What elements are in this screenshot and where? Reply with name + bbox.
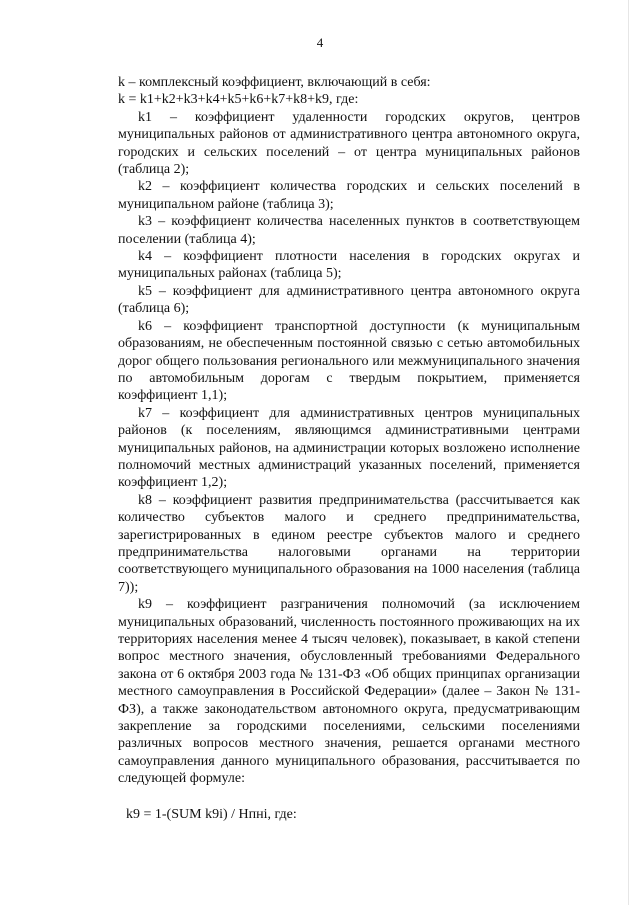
- paragraph-k4: k4 – коэффициент плотности населения в городских округах и муниципальных районах (таблица 5);: [118, 249, 580, 282]
- formula-k9: k9 = 1-(SUM k9i) / Нпнi, где:: [126, 807, 297, 822]
- paragraph-k5: k5 – коэффициент для административного центра автономного округа (таблица 6);: [118, 283, 580, 317]
- paragraph-k3: k3 – коэффициент количества населенных пунктов в соответствующем поселении (таблица 4);: [118, 214, 580, 247]
- page-edge-line: [628, 0, 629, 905]
- document-body: [118, 74, 580, 788]
- paragraph-k-sum: k = k1+k2+k3+k4+k5+k6+k7+k8+k9, где:: [118, 92, 359, 108]
- paragraph-k-definition: k – комплексный коэффициент, включающий в себя:: [118, 75, 431, 90]
- paragraph-k2: k2 – коэффициент количества городских и сельских поселений в муниципальном районе (таблица 3);: [118, 179, 580, 212]
- paragraph-k8: k8 – коэффициент развития предпринимательства (рассчитывается как количество субъектов малого и среднего предпринимательства, зарегистрированных в едином реестре субъектов малого и среднего предпринимательства налоговыми органами на территории соответствующего муниципального образования на 1000 населения (таблица 7));: [118, 492, 580, 595]
- paragraph-k6: k6 – коэффициент транспортной доступности (к муниципальным образованиям, не обеспеченным постоянной связью с сетью автомобильных дорог общего пользования регионального или межмуниципального значения по автомобильным дорогам с твердым покрытием, применяется коэффициент 1,1);: [118, 318, 580, 404]
- paragraph-k7: k7 – коэффициент для административных центров муниципальных районов (к поселениям, являющимся административными центрами муниципальных районов, на администрации которых возложено исполнение полномочий местных администраций указанных поселений, применяется коэффициент 1,2);: [118, 405, 580, 491]
- paragraph-k9: k9 – коэффициент разграничения полномочий (за исключением муниципальных образований, численность постоянного проживающих на их территориях населения менее 4 тысяч человек), показывает, в какой степени вопрос местного значения, обусловленный требованиями Федерального закона от 6 октября 2003 года № 131-ФЗ «Об общих принципах организации местного самоуправления в Российской Федерации» (далее – Закон № 131-ФЗ), а также законодательством автономного округа, предусматривающим закрепление за городскими поселениями, сельскими поселениями различных вопросов местного значения, решается органами местного самоуправления данного муниципального образования, рассчитывается по следующей формуле:: [118, 597, 580, 787]
- paragraph-k1: k1 – коэффициент удаленности городских округов, центров муниципальных районов от административного центра автономного округа, городских и сельских поселений – от центра муниципальных районов (таблица 2);: [118, 109, 580, 178]
- page-number: 4: [316, 35, 324, 50]
